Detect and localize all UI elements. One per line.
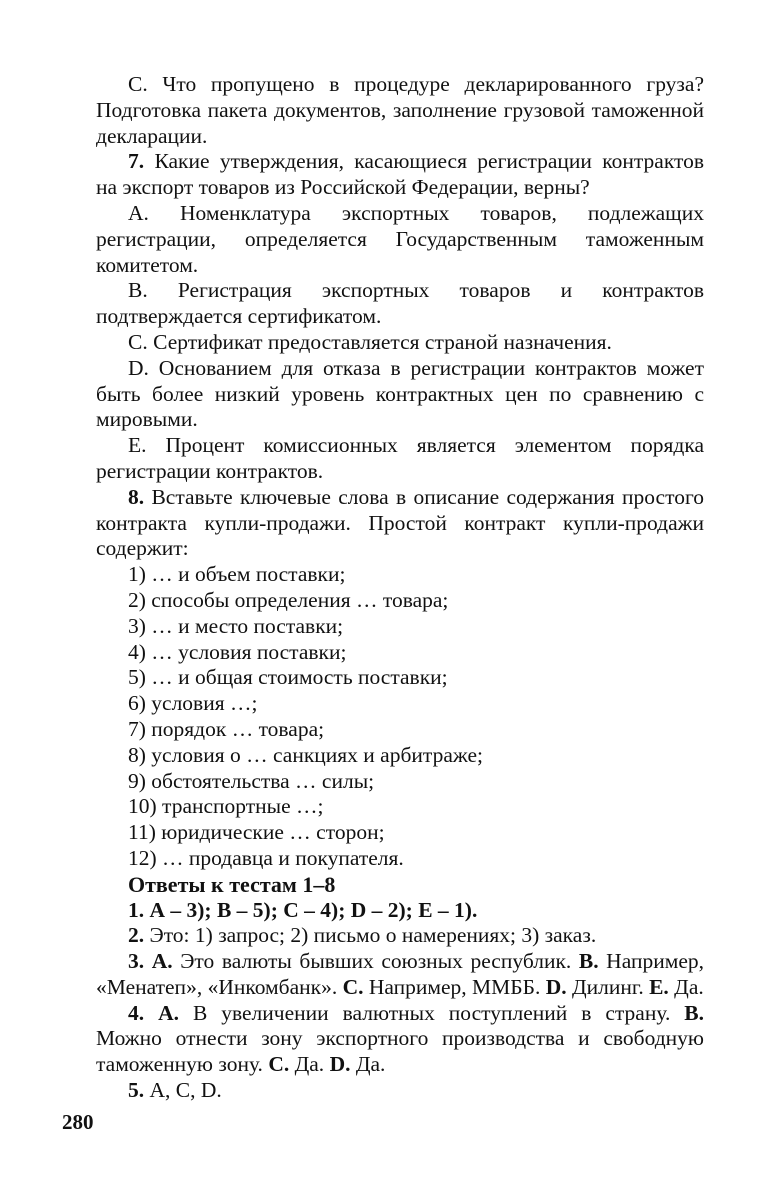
answer-label: В. xyxy=(578,949,599,974)
answer-text: Например, «Менатеп», «Инкомбанк». xyxy=(96,949,705,999)
answer-2 xyxy=(96,923,704,949)
paragraph-text: С. Что пропущено в процедуре декларированного груза? Подготовка пакета документов, заполнение грузовой таможенной декларации. xyxy=(96,72,704,148)
answer-number: 3. А. xyxy=(128,949,173,974)
list-item: 10) транспортные …; xyxy=(128,794,324,819)
option-text: В. Регистрация экспортных товаров и контрактов подтверждается сертификатом. xyxy=(96,278,704,329)
question-7-option-d xyxy=(96,356,704,433)
question-7-option-b xyxy=(96,278,704,330)
question-number: 8. xyxy=(128,484,145,509)
question-text: Вставьте ключевые слова в описание содержания простого контракта купли-продажи. Простой контракт купли-продажи содержит: xyxy=(96,484,704,561)
list-item: 11) юридические … сторон; xyxy=(128,820,385,845)
answer-text: Например, ММББ. xyxy=(363,974,546,999)
list-item: 4) … условия поставки; xyxy=(128,639,347,664)
answer-text: Да. xyxy=(668,974,704,999)
answer-number: 1. xyxy=(128,897,145,922)
question-7-option-e xyxy=(96,433,704,485)
answer-text: Можно отнести зону экспортного производства и свободную таможенную зону. xyxy=(96,1026,704,1077)
answer-3 xyxy=(96,949,704,1001)
list-item: 3) … и место поставки; xyxy=(128,613,344,638)
question-7 xyxy=(96,149,704,201)
answer-text: В увеличении валютных поступлений в страну. xyxy=(178,1000,685,1025)
question-8 xyxy=(96,485,704,562)
answer-label: С. xyxy=(268,1052,290,1077)
question-number: 7. xyxy=(128,149,145,174)
list-item: 12) … продавца и покупателя. xyxy=(128,845,404,870)
list-item: 5) … и общая стоимость поставки; xyxy=(128,665,448,690)
answer-label: В. xyxy=(684,1000,704,1025)
answer-text: Это: 1) запрос; 2) письмо о намерениях; 3) заказ. xyxy=(144,923,597,948)
list-item: 8) условия о … санкциях и арбитраже; xyxy=(128,742,483,767)
answer-1 xyxy=(96,898,704,924)
question-7-option-a xyxy=(96,201,704,278)
answer-label: С. xyxy=(342,974,364,999)
answer-text: Это валюты бывших союзных республик. xyxy=(172,949,579,974)
answer-number: 2. xyxy=(128,923,145,948)
answer-label: Е. xyxy=(649,974,669,999)
option-text: Е. Процент комиссионных является элементом порядка регистрации контрактов. xyxy=(96,433,704,483)
list-item: 1) … и объем поставки; xyxy=(128,562,346,587)
page-body xyxy=(96,72,704,1104)
answer-number: 5. xyxy=(128,1078,145,1103)
option-text: С. Сертификат предоставляется страной назначения. xyxy=(128,329,612,354)
question-text: Какие утверждения, касающиеся регистрации контрактов на экспорт товаров из Российской Федерации, верны? xyxy=(96,149,704,200)
question-7-option-c xyxy=(96,330,704,356)
list-item: 7) порядок … товара; xyxy=(128,716,325,741)
list-item: 6) условия …; xyxy=(128,691,258,716)
option-text: А. Номенклатура экспортных товаров, подлежащих регистрации, определяется Государственным таможенным комитетом. xyxy=(96,200,704,277)
answer-5 xyxy=(96,1078,704,1104)
answer-text: А – 3); В – 5); С – 4); D – 2); Е – 1). xyxy=(149,897,478,922)
answer-text: Да. xyxy=(289,1052,330,1077)
option-text: D. Основанием для отказа в регистрации контрактов может быть более низкий уровень контрактных цен по сравнению с мировыми. xyxy=(96,355,704,432)
answer-text: Дилинг. xyxy=(566,974,650,999)
list-item: 9) обстоятельства … силы; xyxy=(128,768,375,793)
answer-number: 4. А. xyxy=(128,1000,179,1025)
answer-text: Да. xyxy=(350,1052,386,1077)
list-item: 2) способы определения … товара; xyxy=(128,587,449,612)
answer-option-c-prev xyxy=(96,72,704,149)
answer-4 xyxy=(96,1001,704,1078)
answer-label: D. xyxy=(545,974,567,999)
answers-heading: Ответы к тестам 1–8 xyxy=(128,871,336,897)
page-number: 280 xyxy=(62,1110,94,1134)
answer-label: D. xyxy=(329,1052,351,1077)
answer-text: А, С, D. xyxy=(144,1078,222,1103)
